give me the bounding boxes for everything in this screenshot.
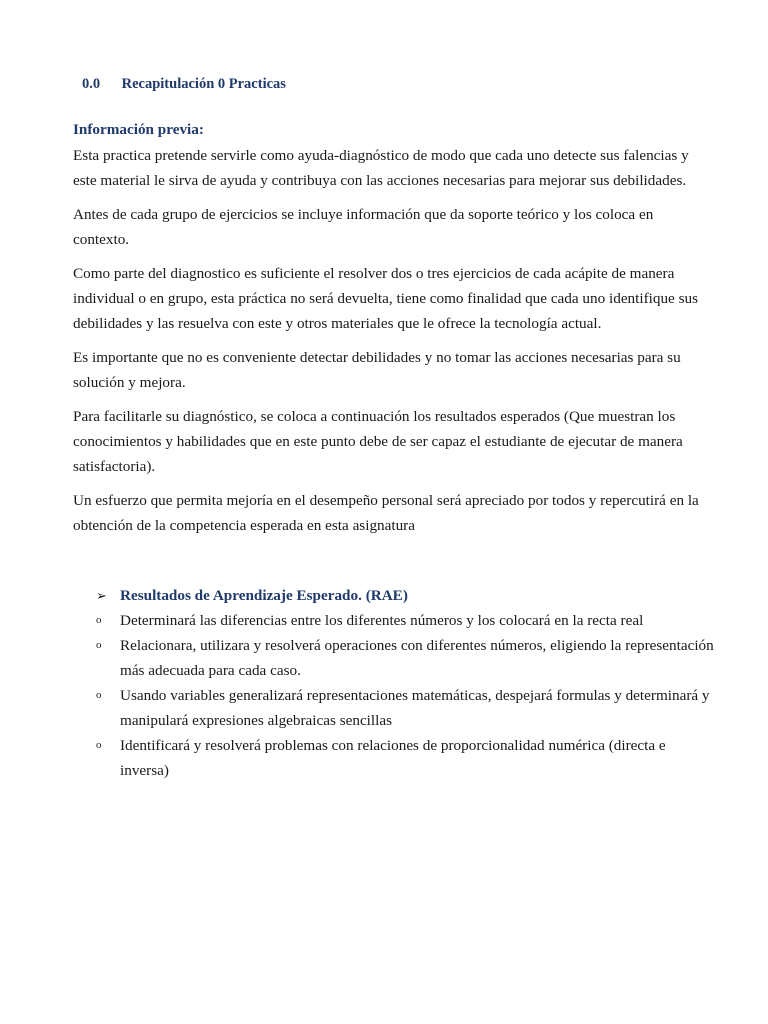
list-item-text: Identificará y resolverá problemas con relaciones de proporcionalidad numérica (directa e inversa) [120,737,666,779]
intro-paragraph: Como parte del diagnostico es suficiente el resolver dos o tres ejercicios de cada acápite de manera individual o en grupo, esta práctica no será devuelta, tiene como finalidad que cada uno identifique sus debilidades y las resuelva con este y otros materiales que le ofrece la tecnología actual. [73,265,699,332]
intro-section [73,117,713,547]
list-item [96,733,716,783]
list-item [96,683,716,733]
intro-paragraph: Para facilitarle su diagnóstico, se coloca a continuación los resultados esperados (Que muestran los conocimientos y habilidades que en este punto debe de ser capaz el estudiante de ejecutar de manera satisfactoria). [73,408,683,475]
circle-bullet-icon: o [96,689,102,701]
list-item [96,633,716,683]
arrow-bullet-icon: ➢ [96,588,107,603]
list-item-text: Relacionara, utilizara y resolverá operaciones con diferentes números, eligiendo la representación más adecuada para cada caso. [120,637,714,679]
list-item-text: Usando variables generalizará representaciones matemáticas, despejará formulas y determinará y manipulará expresiones algebraicas sencillas [120,687,710,729]
rae-heading-row [96,583,716,608]
intro-paragraph: Esta practica pretende servirle como ayuda-diagnóstico de modo que cada uno detecte sus falencias y este material le sirva de ayuda y contribuya con las acciones necesarias para mejorar sus debilidades. [73,147,689,189]
intro-heading: Información previa: [73,121,204,138]
section-heading [82,76,286,93]
rae-section [96,583,716,783]
intro-paragraph: Es importante que no es conveniente detectar debilidades y no tomar las acciones necesarias para su solución y mejora. [73,349,681,391]
section-title: Recapitulación 0 Practicas [121,76,286,92]
rae-heading: Resultados de Aprendizaje Esperado. (RAE) [120,587,408,604]
section-number: 0.0 [82,76,101,92]
circle-bullet-icon: o [96,614,102,626]
circle-bullet-icon: o [96,639,102,651]
circle-bullet-icon: o [96,739,102,751]
intro-paragraph: Un esfuerzo que permita mejoría en el desempeño personal será apreciado por todos y repercutirá en la obtención de la competencia esperada en esta asignatura [73,492,699,534]
intro-paragraph: Antes de cada grupo de ejercicios se incluye información que da soporte teórico y los coloca en contexto. [73,206,654,248]
list-item-text: Determinará las diferencias entre los diferentes números y los colocará en la recta real [120,612,644,629]
rae-list [96,608,716,783]
list-item [96,608,716,633]
